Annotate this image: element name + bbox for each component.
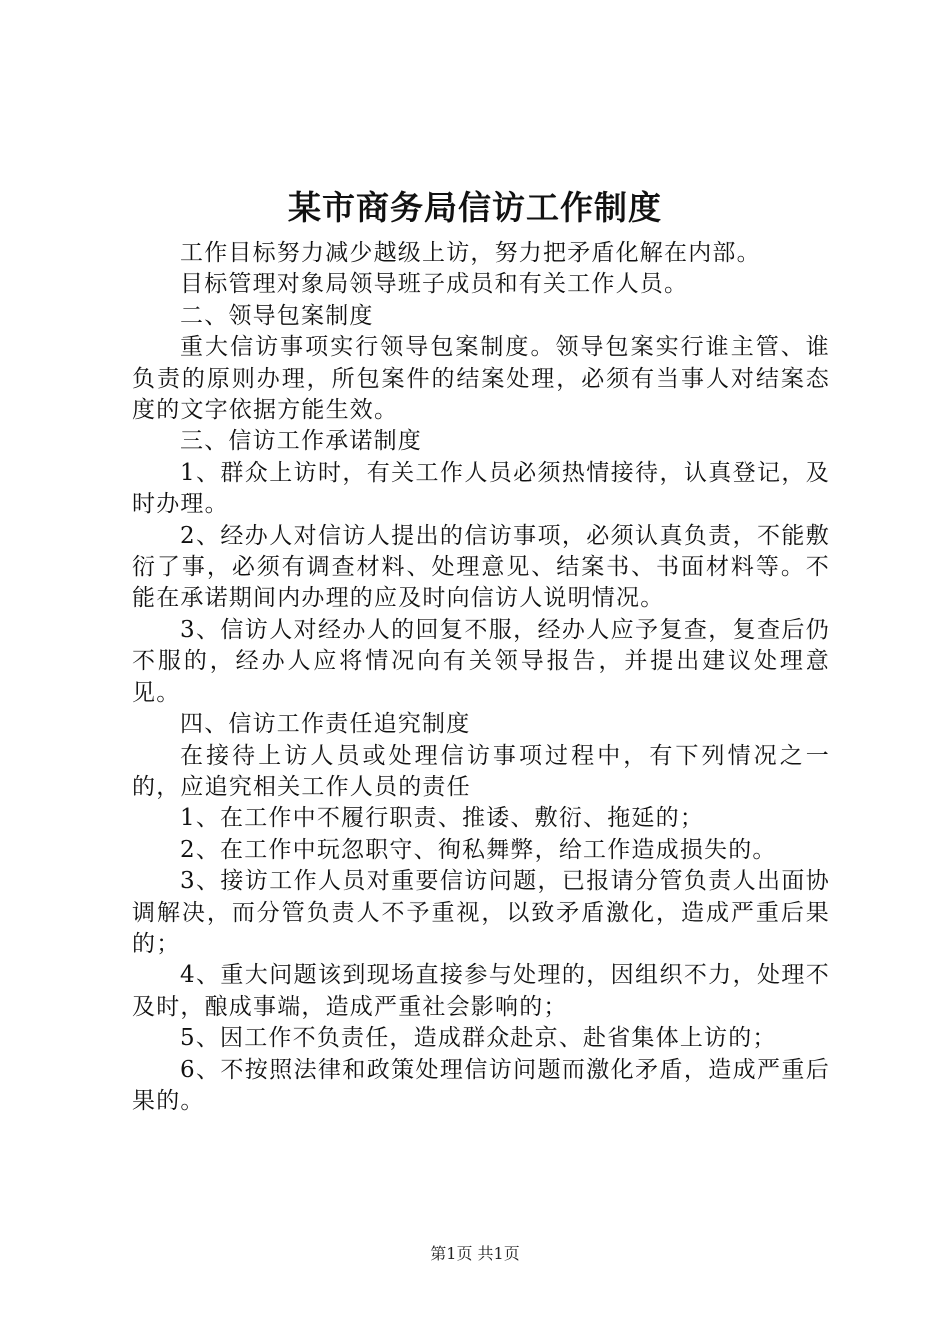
paragraph-accountability-4: 4、重大问题该到现场直接参与处理的，因组织不力，处理不及时，酿成事端，造成严重社会影响的； — [132, 962, 830, 1020]
paragraph-commitment-1: 1、群众上访时，有关工作人员必须热情接待，认真登记，及时办理。 — [132, 459, 830, 518]
paragraph-goal: 工作目标努力减少越级上访，努力把矛盾化解在内部。 — [180, 240, 761, 266]
paragraph-accountability-intro: 在接待上访人员或处理信访事项过程中，有下列情况之一的，应追究相关工作人员的责任 — [132, 742, 830, 800]
paragraph-commitment-2: 2、经办人对信访人提出的信访事项，必须认真负责，不能敷衍了事，必须有调查材料、处理意见、结案书、书面材料等。不能在承诺期间内办理的应及时向信访人说明情况。 — [132, 522, 830, 612]
paragraph-accountability-6: 6、不按照法律和政策处理信访问题而激化矛盾，造成严重后果的。 — [132, 1056, 830, 1114]
paragraph-leader-case: 重大信访事项实行领导包案制度。领导包案实行谁主管、谁负责的原则办理，所包案件的结案处理，必须有当事人对结案态度的文字依据方能生效。 — [132, 334, 830, 424]
paragraph-accountability-2: 2、在工作中玩忽职守、徇私舞弊，给工作造成损失的。 — [180, 836, 777, 863]
page-number-footer: 第1页 共1页 — [430, 1244, 520, 1263]
section-heading-2: 二、领导包案制度 — [180, 302, 374, 329]
paragraph-accountability-1: 1、在工作中不履行职责、推诿、敷衍、拖延的； — [180, 805, 705, 832]
paragraph-commitment-3: 3、信访人对经办人的回复不服，经办人应予复查，复查后仍不服的，经办人应将情况向有关领导报告，并提出建议处理意见。 — [132, 616, 830, 706]
section-heading-4: 四、信访工作责任追究制度 — [180, 711, 471, 738]
document-title: 某市商务局信访工作制度 — [288, 188, 662, 227]
section-heading-3: 三、信访工作承诺制度 — [180, 428, 422, 455]
document-body — [132, 238, 830, 1117]
paragraph-accountability-3: 3、接访工作人员对重要信访问题，已报请分管负责人出面协调解决，而分管负责人不予重视，以致矛盾激化，造成严重后果的； — [132, 868, 830, 957]
paragraph-accountability-5: 5、因工作不负责任，造成群众赴京、赴省集体上访的； — [180, 1025, 777, 1052]
paragraph-target: 目标管理对象局领导班子成员和有关工作人员。 — [180, 271, 689, 298]
